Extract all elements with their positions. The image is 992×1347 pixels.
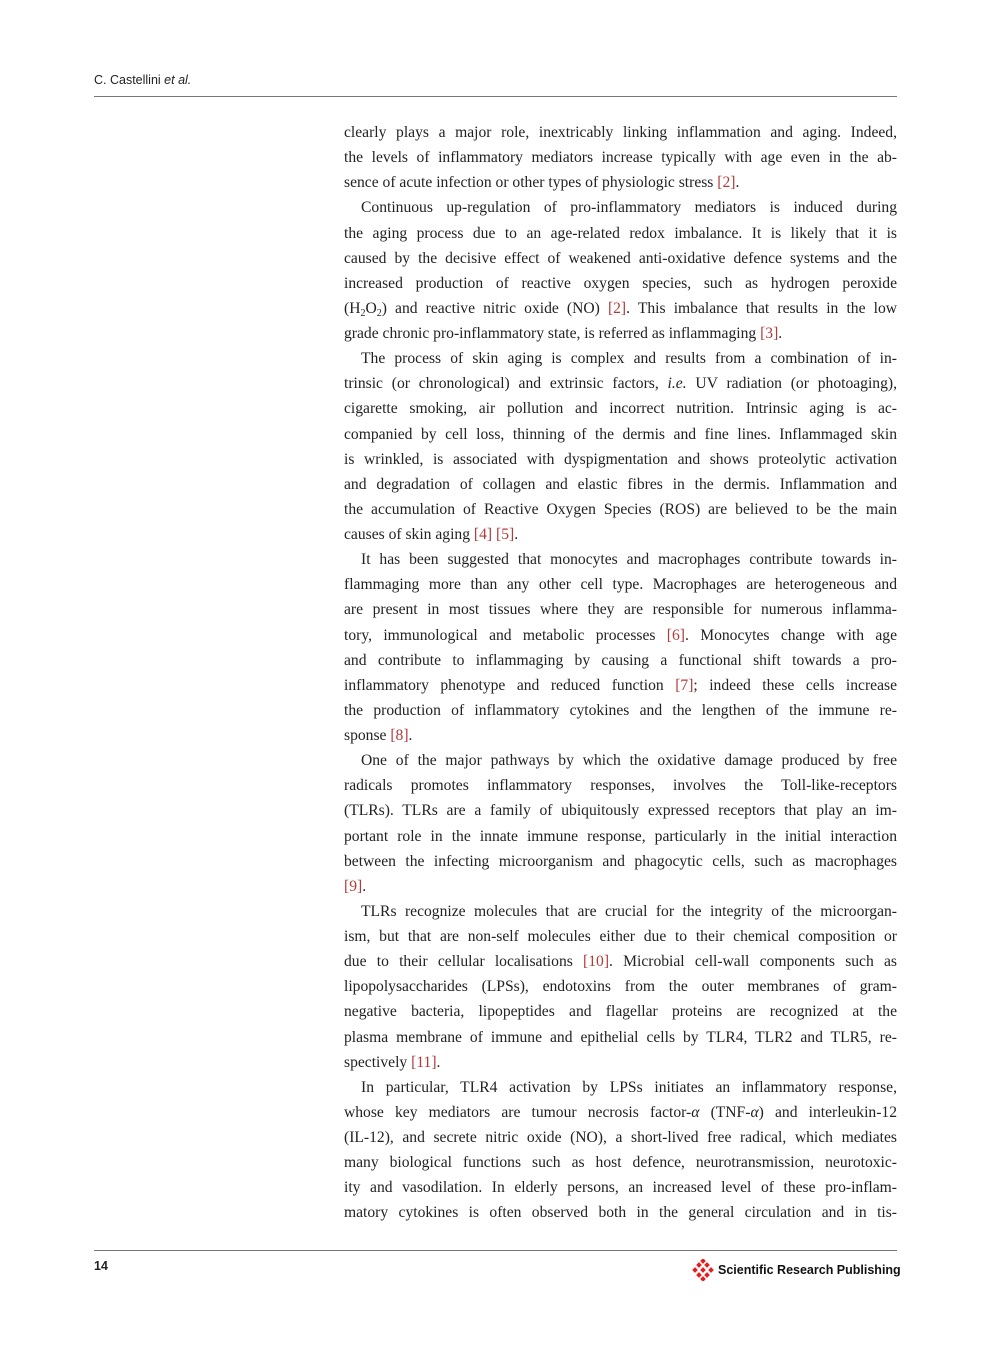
text-run: (H: [344, 299, 361, 317]
text-run: O: [365, 299, 377, 317]
text-line: [344, 698, 897, 723]
text-line: [344, 346, 897, 371]
text-run: trinsic (or chronological) and extrinsic factors,: [344, 375, 668, 393]
citation-link[interactable]: [10]: [583, 953, 610, 971]
text-run: Continuous up-regulation of pro-inflammatory mediators is induced during: [361, 199, 897, 217]
text-run: between the infecting microorganism and phagocytic cells, such as macrophages: [344, 852, 897, 870]
text-run: is wrinkled, is associated with dyspigmentation and shows proteolytic activation: [344, 450, 897, 468]
citation-link[interactable]: [6]: [666, 626, 685, 644]
publisher-logo: [692, 1259, 901, 1281]
text-run: .: [514, 526, 519, 543]
text-run: ism, but that are non-self molecules either due to their chemical composition or: [344, 928, 897, 945]
text-run: spectively: [344, 1053, 412, 1071]
text-run: sence of acute infection or other types of physiologic stress: [344, 174, 718, 192]
text-run: many biological functions such as host defence, neurotransmission, neurotoxic-: [344, 1154, 897, 1172]
text-line: [344, 1125, 897, 1150]
text-run: are present in most tissues where they are responsible for numerous inflamma-: [344, 601, 897, 619]
text-run: .: [436, 1053, 441, 1071]
text-run: negative bacteria, lipopeptides and flagellar proteins are recognized at the: [344, 1003, 897, 1021]
running-header: [94, 73, 191, 87]
text-run: (TNF-: [699, 1103, 751, 1121]
text-line: [344, 447, 897, 472]
citation-link[interactable]: [3]: [760, 325, 779, 342]
text-line: [344, 1050, 897, 1075]
text-run: One of the major pathways by which the oxidative damage produced by free: [361, 752, 897, 770]
citation-link[interactable]: [5]: [496, 526, 515, 543]
citation-link[interactable]: [4]: [473, 526, 493, 543]
text-line: [344, 170, 897, 195]
text-run: the aging process due to an age-related redox imbalance. It is likely that it is: [344, 224, 897, 242]
text-run: plasma membrane of immune and epithelial cells by TLR4, TLR2 and TLR5, re-: [344, 1028, 897, 1046]
text-line: [344, 1200, 897, 1225]
text-run: tory, immunological and metabolic processes: [344, 626, 667, 644]
text-run: companied by cell loss, thinning of the dermis and fine lines. Inflammaged skin: [344, 425, 897, 443]
text-line: [344, 773, 897, 798]
italic-text: α: [691, 1103, 700, 1121]
text-run: the production of inflammatory cytokines and the lengthen of the immune re-: [344, 701, 897, 719]
text-run: .: [408, 727, 413, 744]
publisher-logo-icon: [692, 1259, 714, 1281]
text-run: .: [778, 325, 783, 342]
text-line: [344, 1100, 897, 1125]
text-line: [344, 271, 897, 296]
text-run: portant role in the innate immune response, particularly in the initial interaction: [344, 827, 897, 845]
text-run: . This imbalance that results in the low: [626, 299, 897, 317]
text-run: In particular, TLR4 activation by LPSs initiates an inflammatory response,: [361, 1078, 897, 1096]
body-text: [344, 120, 897, 1226]
text-line: [344, 547, 897, 572]
header-rule: [94, 96, 897, 97]
header-author: C. Castellini: [94, 73, 165, 87]
text-run: flammaging more than any other cell type. Macrophages are heterogeneous and: [344, 576, 897, 594]
text-run: (TLRs). TLRs are a family of ubiquitously expressed receptors that play an im-: [344, 802, 897, 820]
italic-text: α: [750, 1103, 759, 1121]
subscript: 2: [360, 307, 366, 319]
text-run: and degradation of collagen and elastic fibres in the dermis. Inflammation and: [344, 475, 897, 493]
text-line: [344, 949, 897, 974]
citation-link[interactable]: [11]: [411, 1053, 437, 1071]
text-run: the accumulation of Reactive Oxygen Species (ROS) are believed to be the main: [344, 500, 897, 518]
text-line: [344, 371, 897, 396]
text-line: [344, 849, 897, 874]
text-line: [344, 396, 897, 421]
text-line: [344, 673, 897, 698]
text-line: [344, 723, 897, 748]
text-line: [344, 221, 897, 246]
text-line: [344, 246, 897, 271]
text-run: increased production of reactive oxygen species, such as hydrogen peroxide: [344, 274, 897, 292]
text-line: [344, 1150, 897, 1175]
text-run: grade chronic pro-inflammatory state, is referred as inflammaging: [344, 325, 761, 342]
text-run: the levels of inflammatory mediators increase typically with age even in the ab-: [344, 149, 897, 167]
text-line: [344, 974, 897, 999]
text-run: .: [362, 877, 367, 895]
text-run: ) and reactive nitric oxide (NO): [381, 299, 608, 317]
text-run: ) and interleukin-12: [758, 1103, 897, 1121]
text-line: [344, 120, 897, 145]
text-run: lipopolysaccharides (LPSs), endotoxins from the outer membranes of gram-: [344, 978, 897, 996]
text-run: (IL-12), and secrete nitric oxide (NO), a short-lived free radical, which mediates: [344, 1129, 897, 1146]
text-run: The process of skin aging is complex and results from a combination of in-: [361, 350, 897, 368]
text-run: It has been suggested that monocytes and macrophages contribute towards in-: [361, 551, 897, 569]
text-run: .: [735, 174, 740, 192]
text-line: [344, 1175, 897, 1200]
text-line: [344, 195, 897, 220]
italic-text: i.e.: [667, 375, 687, 393]
citation-link[interactable]: [7]: [675, 676, 694, 694]
text-line: [344, 999, 897, 1024]
text-run: causes of skin aging: [344, 526, 474, 543]
page-number: 14: [94, 1259, 108, 1273]
text-line: [344, 296, 897, 321]
text-run: matory cytokines is often observed both in the general circulation and in tis-: [344, 1204, 897, 1222]
text-line: [344, 1025, 897, 1050]
text-run: ; indeed these cells increase: [693, 676, 898, 694]
citation-link[interactable]: [8]: [390, 727, 409, 744]
text-line: [344, 321, 897, 346]
text-run: ity and vasodilation. In elderly persons, an increased level of these pro-inflam-: [344, 1179, 897, 1197]
citation-link[interactable]: [2]: [607, 299, 627, 317]
text-line: [344, 899, 897, 924]
text-run: . Microbial cell-wall components such as: [609, 953, 897, 971]
text-line: [344, 924, 897, 949]
text-line: [344, 798, 897, 823]
text-line: [344, 824, 897, 849]
text-line: [344, 1075, 897, 1100]
text-run: radicals promotes inflammatory responses, involves the Toll-like-receptors: [344, 777, 897, 795]
text-line: [344, 597, 897, 622]
text-run: sponse: [344, 727, 391, 744]
text-line: [344, 623, 897, 648]
text-line: [344, 648, 897, 673]
text-run: due to their cellular localisations: [344, 953, 584, 971]
text-run: and contribute to inflammaging by causing a functional shift towards a pro-: [344, 651, 897, 669]
text-run: cigarette smoking, air pollution and incorrect nutrition. Intrinsic aging is ac-: [344, 400, 897, 418]
text-line: [344, 422, 897, 447]
text-line: [344, 572, 897, 597]
text-line: [344, 874, 897, 899]
text-run: inflammatory phenotype and reduced function: [344, 676, 676, 694]
text-run: whose key mediators are tumour necrosis factor-: [344, 1103, 692, 1121]
header-author-suffix: et al.: [164, 73, 192, 87]
text-line: [344, 497, 897, 522]
text-line: [344, 145, 897, 170]
subscript: 2: [376, 307, 382, 319]
text-run: UV radiation (or photoaging),: [686, 375, 897, 393]
text-run: caused by the decisive effect of weakened anti-oxidative defence systems and the: [344, 249, 897, 267]
text-run: TLRs recognize molecules that are crucial for the integrity of the microorgan-: [361, 902, 897, 920]
text-line: [344, 472, 897, 497]
citation-link[interactable]: [9]: [344, 877, 363, 895]
text-line: [344, 748, 897, 773]
citation-link[interactable]: [2]: [717, 174, 736, 192]
text-run: clearly plays a major role, inextricably linking inflammation and aging. Indeed,: [344, 124, 897, 141]
publisher-name: Scientific Research Publishing: [718, 1263, 901, 1277]
footer-rule: [94, 1250, 897, 1251]
text-line: [344, 522, 897, 547]
text-run: . Monocytes change with age: [684, 626, 897, 644]
